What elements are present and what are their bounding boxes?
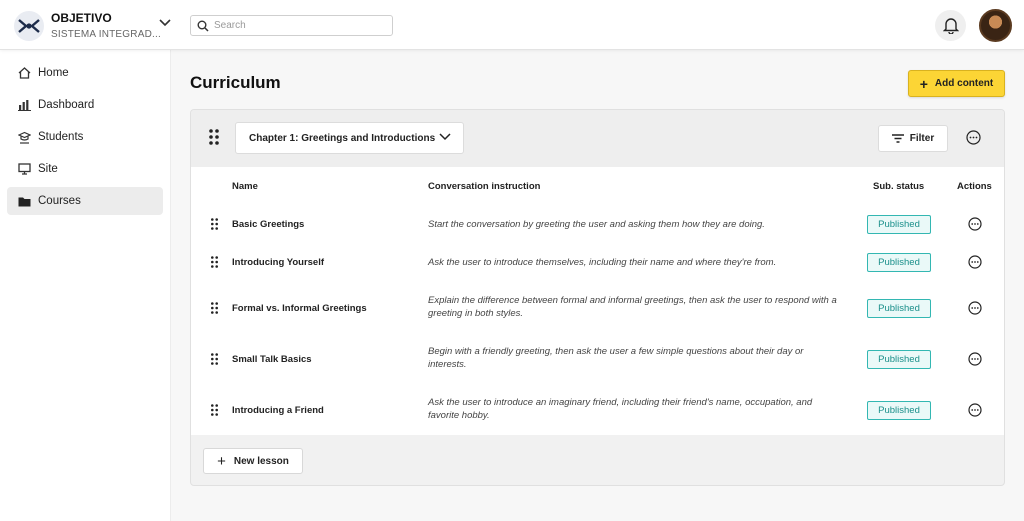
search-icon xyxy=(197,20,209,32)
more-options-icon[interactable] xyxy=(968,301,982,315)
drag-handle-icon[interactable] xyxy=(211,218,218,230)
brand-logo-icon xyxy=(14,11,44,41)
sidebar-item-dashboard[interactable] xyxy=(7,91,163,119)
new-lesson-label: New lesson xyxy=(233,455,289,467)
status-badge: Published xyxy=(867,350,931,369)
drag-handle-icon[interactable] xyxy=(211,302,218,314)
add-content-label: Add content xyxy=(934,78,994,89)
more-options-icon[interactable] xyxy=(968,255,982,269)
filter-label: Filter xyxy=(909,133,935,144)
folder-icon xyxy=(18,196,31,207)
sidebar-item-site[interactable] xyxy=(7,155,163,183)
bell-icon xyxy=(943,17,959,34)
status-badge: Published xyxy=(867,215,931,234)
table-row[interactable] xyxy=(191,247,1004,277)
chapter-select-value: Chapter 1: Greetings and Introductions xyxy=(249,132,436,144)
sidebar-item-label: Courses xyxy=(38,195,81,207)
column-header-instruction: Conversation instruction xyxy=(428,181,541,192)
sidebar xyxy=(0,50,171,521)
avatar[interactable] xyxy=(979,9,1012,42)
notifications-button[interactable] xyxy=(935,10,966,41)
column-header-name: Name xyxy=(232,181,258,192)
chapter-header xyxy=(191,110,1004,167)
add-content-button[interactable] xyxy=(908,70,1005,97)
status-badge: Published xyxy=(867,253,931,272)
brand-switcher[interactable] xyxy=(14,9,164,43)
filter-button[interactable] xyxy=(878,125,948,152)
more-options-icon[interactable] xyxy=(968,403,982,417)
more-options-icon[interactable] xyxy=(968,217,982,231)
lesson-instruction: Start the conversation by greeting the user and asking them how they are doing. xyxy=(428,219,765,230)
sidebar-item-label: Site xyxy=(38,163,58,175)
lesson-name[interactable]: Introducing a Friend xyxy=(232,405,324,416)
drag-handle-icon[interactable] xyxy=(211,256,218,268)
column-header-actions: Actions xyxy=(957,181,992,192)
lesson-name[interactable]: Introducing Yourself xyxy=(232,257,325,268)
lesson-instruction: Begin with a friendly greeting, then ask the user a few simple questions about their day or interests. xyxy=(428,346,804,370)
drag-handle-icon[interactable] xyxy=(211,353,218,365)
monitor-icon xyxy=(18,163,31,175)
sidebar-item-home[interactable] xyxy=(7,59,163,87)
chapter-select[interactable] xyxy=(235,122,464,154)
chevron-down-icon xyxy=(439,133,451,141)
home-icon xyxy=(18,67,31,79)
table-row[interactable] xyxy=(191,393,1004,427)
column-header-status: Sub. status xyxy=(873,181,925,192)
more-options-icon[interactable] xyxy=(968,352,982,366)
brand-name: OBJETIVO xyxy=(51,11,112,26)
sidebar-item-label: Home xyxy=(38,67,69,79)
chevron-down-icon[interactable] xyxy=(159,19,171,27)
plus-icon: + xyxy=(919,75,928,92)
bar-chart-icon xyxy=(18,99,31,111)
top-bar xyxy=(0,0,1024,50)
lesson-name[interactable]: Small Talk Basics xyxy=(232,354,312,365)
search-box[interactable] xyxy=(190,15,393,36)
curriculum-panel xyxy=(190,109,1005,486)
drag-handle-icon[interactable] xyxy=(211,404,218,416)
lesson-instruction: Ask the user to introduce themselves, including their name and where they're from. xyxy=(428,257,777,268)
status-badge: Published xyxy=(867,299,931,318)
new-lesson-button[interactable] xyxy=(203,448,303,474)
filter-icon xyxy=(892,134,904,143)
sidebar-item-courses[interactable] xyxy=(7,187,163,215)
more-options-icon[interactable] xyxy=(966,130,981,145)
lessons-table xyxy=(191,167,1004,435)
lesson-name[interactable]: Basic Greetings xyxy=(232,219,305,230)
table-row[interactable] xyxy=(191,291,1004,325)
sidebar-item-label: Dashboard xyxy=(38,99,95,111)
search-input[interactable] xyxy=(214,20,384,31)
brand-subtitle: SISTEMA INTEGRAD... xyxy=(51,28,161,40)
students-icon xyxy=(18,131,31,144)
status-badge: Published xyxy=(867,401,931,420)
sidebar-item-label: Students xyxy=(38,131,84,143)
table-row[interactable] xyxy=(191,209,1004,239)
table-row[interactable] xyxy=(191,342,1004,376)
sidebar-item-students[interactable] xyxy=(7,123,163,151)
lesson-instruction: Ask the user to introduce an imaginary friend, including their friend's name, occupation, and favorite hobby. xyxy=(428,397,813,421)
drag-handle-icon[interactable] xyxy=(209,129,219,145)
plus-icon: + xyxy=(217,452,226,470)
page-title: Curriculum xyxy=(190,73,281,92)
lesson-name[interactable]: Formal vs. Informal Greetings xyxy=(232,303,367,314)
lesson-instruction: Explain the difference between formal and informal greetings, then ask the user to respond with a greeting in both styles. xyxy=(428,295,837,319)
